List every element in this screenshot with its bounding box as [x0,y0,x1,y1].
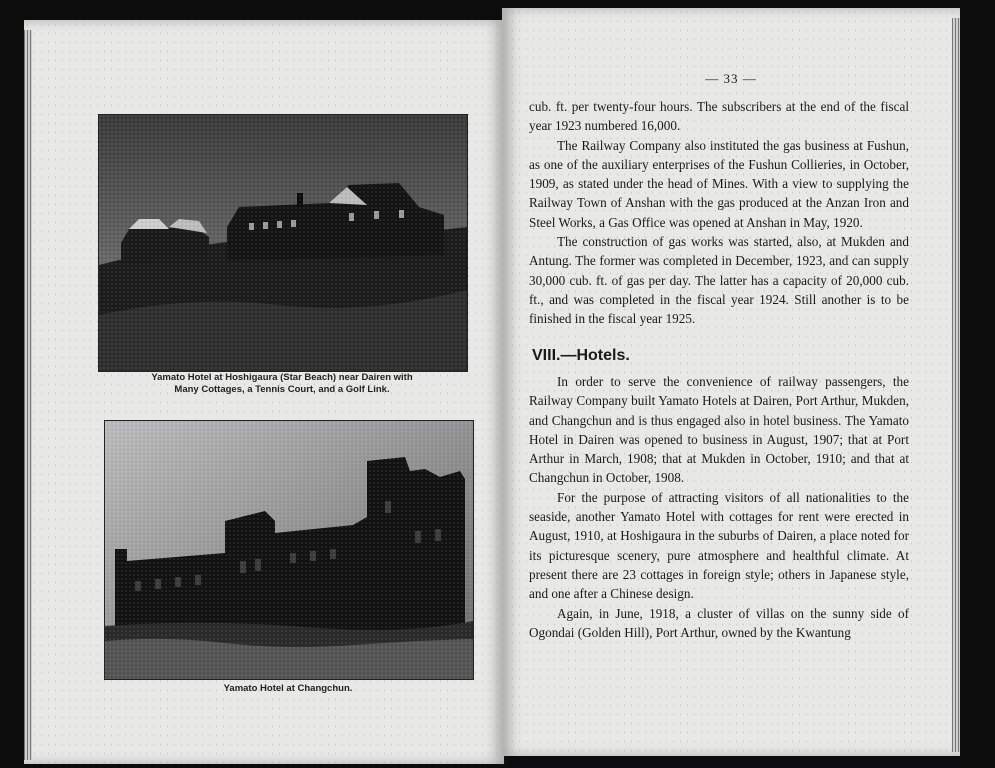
photo-hoshigaura-hotel [98,114,468,372]
left-page [24,20,504,764]
caption-line-1: Yamato Hotel at Hoshigaura (Star Beach) near Dairen with [151,372,413,383]
open-book [18,8,968,766]
paragraph: The construction of gas works was started, also, at Mukden and Antung. The former was completed in December, 1923, and can supply 30,000 cub. ft. of gas per day. The latter has a capacity of 20,000 cub. ft., and was completed in the fiscal year 1924. Still another is to be finished in the fiscal year 1925. [529,234,909,327]
caption-line-2: Many Cottages, a Tennis Court, and a Golf Link. [174,384,390,395]
page-edge-right [952,18,960,752]
paragraph: In order to serve the convenience of railway passengers, the Railway Company built Yamato Hotels at Dairen, Port Arthur, Mukden, and Changchun and is thus engaged also in hotel business. The Yamato Hotel in Dairen was opened to business in August, 1907; that at Port Arthur in March, 1908; that at Mukden in October, 1910; and that at Changchun in October, 1908. [529,374,909,486]
right-page [502,8,960,756]
paragraph: For the purpose of attracting visitors of all nationalities to the seaside, another Yamato Hotel with cottages for rent were erected in August, 1910, at Hoshigaura in the suburbs of Dairen, a place noted for its picturesque scenery, pure atmosphere and healthful climate. At present there are 23 cottages in foreign style; others in Japanese style, and one after a Chinese design. [529,489,909,602]
hoshigaura-hotel-image [99,115,467,371]
paragraph: The Railway Company also instituted the gas business at Fushun, as one of the auxiliary enterprises of the Fushun Collieries, in October, 1909, as stated under the head of Mines. With a view to supplying the Railway Town of Anshan with the gas produced at the Anzan Iron and Steel Works, a Gas Office was opened at Anshan in May, 1920. [529,137,909,230]
section-heading: VIII.—Hotels. [532,347,630,364]
paragraph: Again, in June, 1918, a cluster of villas on the sunny side of Ogondai (Golden Hill), Port Arthur, owned by the Kwantung [529,605,909,640]
caption-changchun-hotel [104,683,472,695]
changchun-hotel-image [105,421,473,679]
caption-hoshigaura-hotel [98,372,466,396]
page-number: — 33 — [705,71,757,86]
photo-changchun-hotel [104,420,474,680]
text-block-hotels [529,372,909,642]
caption-text: Yamato Hotel at Changchun. [223,683,353,694]
text-block-gas [529,97,909,329]
paragraph: cub. ft. per twenty-four hours. The subscribers at the end of the fiscal year 1923 numbered 16,000. [529,99,909,134]
page-edge-left [24,30,32,760]
